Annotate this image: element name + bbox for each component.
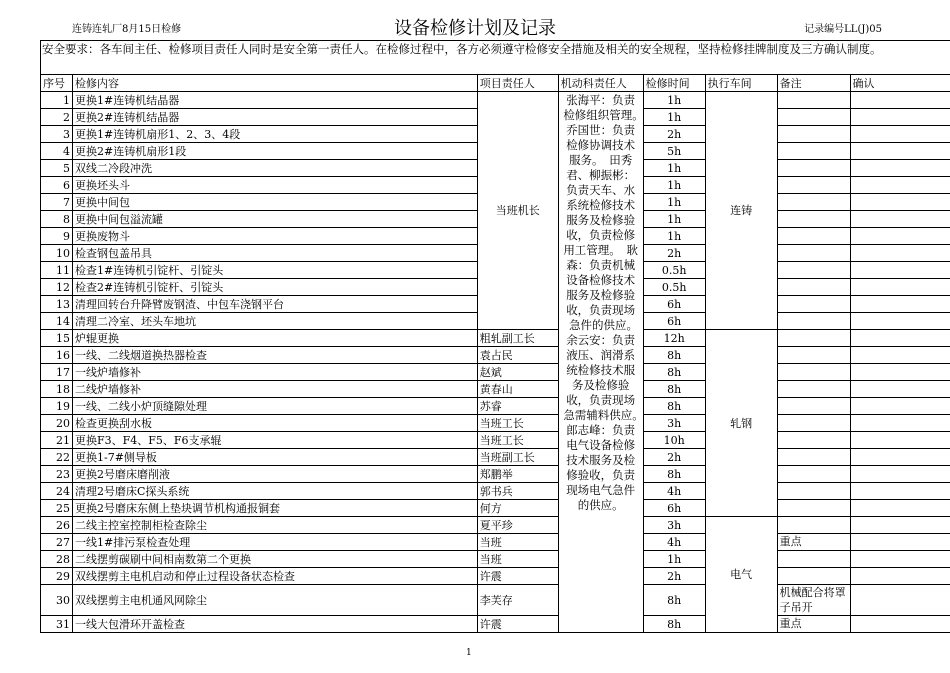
row-confirm	[850, 347, 950, 364]
row-content: 更换F3、F4、F5、F6支承辊	[72, 432, 477, 449]
row-confirm	[850, 449, 950, 466]
workshop-electrical: 电气	[705, 517, 777, 633]
row-content: 一线1#排污泵检查处理	[72, 534, 477, 551]
row-remark	[777, 160, 850, 177]
row-seq: 30	[41, 585, 73, 616]
col-header-owner: 项目责任人	[477, 75, 558, 92]
row-remark	[777, 483, 850, 500]
row-owner: 黄春山	[477, 381, 558, 398]
row-confirm	[850, 92, 950, 109]
row-confirm	[850, 616, 950, 633]
row-time: 8h	[643, 585, 705, 616]
row-seq: 7	[41, 194, 73, 211]
row-confirm	[850, 483, 950, 500]
row-owner: 袁占民	[477, 347, 558, 364]
row-time: 1h	[643, 228, 705, 245]
row-content: 一线炉墙修补	[72, 364, 477, 381]
row-content: 检查更换刮水板	[72, 415, 477, 432]
table-row	[41, 585, 950, 616]
row-confirm	[850, 109, 950, 126]
row-owner: 当班工长	[477, 432, 558, 449]
row-time: 4h	[643, 483, 705, 500]
row-seq: 23	[41, 466, 73, 483]
row-time: 3h	[643, 415, 705, 432]
row-confirm	[850, 279, 950, 296]
row-time: 0.5h	[643, 262, 705, 279]
row-content: 检查1#连铸机引锭杆、引锭头	[72, 262, 477, 279]
row-remark: 重点	[777, 616, 850, 633]
row-confirm	[850, 143, 950, 160]
row-remark	[777, 245, 850, 262]
row-owner: 当班副工长	[477, 449, 558, 466]
row-remark	[777, 211, 850, 228]
row-time: 5h	[643, 143, 705, 160]
record-number: 记录编号LL(J)05	[804, 24, 882, 35]
row-confirm	[850, 313, 950, 330]
row-content: 二线主控室控制柜检查除尘	[72, 517, 477, 534]
col-header-remark: 备注	[777, 75, 850, 92]
row-seq: 25	[41, 500, 73, 517]
row-content: 一线、二线烟道换热器检查	[72, 347, 477, 364]
row-content: 双线摆剪主电机启动和停止过程设备状态检查	[72, 568, 477, 585]
row-owner: 粗轧副工长	[477, 330, 558, 347]
row-owner: 赵斌	[477, 364, 558, 381]
row-confirm	[850, 296, 950, 313]
row-remark	[777, 296, 850, 313]
table-row	[41, 449, 950, 466]
col-header-time: 检修时间	[643, 75, 705, 92]
row-content: 二线摆剪碳刷中间相南数第二个更换	[72, 551, 477, 568]
row-time: 2h	[643, 449, 705, 466]
row-remark	[777, 466, 850, 483]
row-content: 更换废物斗	[72, 228, 477, 245]
row-remark	[777, 126, 850, 143]
row-owner: 当班工长	[477, 415, 558, 432]
row-remark	[777, 398, 850, 415]
row-time: 10h	[643, 432, 705, 449]
row-time: 1h	[643, 160, 705, 177]
row-confirm	[850, 466, 950, 483]
row-remark	[777, 177, 850, 194]
row-time: 6h	[643, 500, 705, 517]
row-confirm	[850, 381, 950, 398]
row-confirm	[850, 415, 950, 432]
row-content: 更换1-7#侧导板	[72, 449, 477, 466]
mech-dept-responsibilities: 张海平：负责检修组织管理。 乔国世：负责检修协调技术服务。 田秀君、柳振彬：负责天车、水系统检修技术服务及检修验收，负责检修用工管理。 耿森：负责机械设备检修技术服务及检修验收，负责现场急件的供应。 余云安：负责液压、润滑系统检修技术服务及检修验收，负责现场急需辅料供应。 郎志峰：负责电气设备检修技术服务及检修验收，负责现场电气急件的供应。	[558, 92, 643, 633]
row-time: 1h	[643, 177, 705, 194]
row-content: 清理二冷室、坯头车地坑	[72, 313, 477, 330]
col-header-mech: 机动科责任人	[558, 75, 643, 92]
row-time: 1h	[643, 92, 705, 109]
row-owner: 郑鹏举	[477, 466, 558, 483]
row-content: 更换2#连铸机扇形1段	[72, 143, 477, 160]
row-remark	[777, 415, 850, 432]
row-time: 1h	[643, 551, 705, 568]
row-seq: 13	[41, 296, 73, 313]
table-row	[41, 517, 950, 534]
workshop-casting: 连铸	[705, 92, 777, 330]
row-content: 更换中间包溢流罐	[72, 211, 477, 228]
table-row	[41, 415, 950, 432]
row-seq: 15	[41, 330, 73, 347]
table-row	[41, 500, 950, 517]
row-seq: 4	[41, 143, 73, 160]
row-seq: 22	[41, 449, 73, 466]
page-number: 1	[466, 648, 472, 658]
col-header-seq: 序号	[41, 75, 73, 92]
row-owner: 当班	[477, 551, 558, 568]
row-time: 2h	[643, 568, 705, 585]
row-seq: 31	[41, 616, 73, 633]
row-seq: 8	[41, 211, 73, 228]
row-remark	[777, 330, 850, 347]
page-header	[0, 0, 950, 40]
row-remark	[777, 568, 850, 585]
row-owner: 夏平珍	[477, 517, 558, 534]
row-confirm	[850, 330, 950, 347]
row-seq: 21	[41, 432, 73, 449]
row-seq: 10	[41, 245, 73, 262]
table-row	[41, 347, 950, 364]
row-time: 8h	[643, 364, 705, 381]
row-time: 1h	[643, 211, 705, 228]
row-owner: 许震	[477, 568, 558, 585]
row-content: 检查钢包盖吊具	[72, 245, 477, 262]
row-owner: 许震	[477, 616, 558, 633]
row-content: 更换中间包	[72, 194, 477, 211]
row-seq: 27	[41, 534, 73, 551]
row-time: 8h	[643, 347, 705, 364]
row-time: 3h	[643, 517, 705, 534]
row-remark	[777, 517, 850, 534]
table-row	[41, 92, 950, 109]
col-header-content: 检修内容	[72, 75, 477, 92]
row-seq: 16	[41, 347, 73, 364]
row-confirm	[850, 500, 950, 517]
col-header-confirm: 确认	[850, 75, 950, 92]
row-confirm	[850, 228, 950, 245]
row-remark	[777, 449, 850, 466]
maintenance-table	[40, 74, 950, 633]
row-time: 12h	[643, 330, 705, 347]
row-remark	[777, 364, 850, 381]
row-seq: 2	[41, 109, 73, 126]
row-content: 清理回转台升降臂废钢渣、中包车浇钢平台	[72, 296, 477, 313]
row-time: 6h	[643, 313, 705, 330]
row-content: 一线、二线小炉顶缝隙处理	[72, 398, 477, 415]
row-content: 清理2号磨床C探头系统	[72, 483, 477, 500]
row-remark	[777, 109, 850, 126]
header-plant-date: 连铸连轧厂8月15日检修	[72, 24, 182, 35]
row-time: 8h	[643, 381, 705, 398]
row-time: 8h	[643, 616, 705, 633]
row-remark: 重点	[777, 534, 850, 551]
workshop-rolling: 轧钢	[705, 330, 777, 517]
row-time: 1h	[643, 109, 705, 126]
table-row	[41, 483, 950, 500]
row-remark	[777, 143, 850, 160]
table-row	[41, 364, 950, 381]
row-content: 更换2号磨床磨削液	[72, 466, 477, 483]
row-confirm	[850, 364, 950, 381]
row-content: 检查2#连铸机引锭杆、引锭头	[72, 279, 477, 296]
row-confirm	[850, 126, 950, 143]
row-confirm	[850, 534, 950, 551]
row-owner: 何方	[477, 500, 558, 517]
row-remark: 机械配合将罩子吊开	[777, 585, 850, 616]
row-seq: 5	[41, 160, 73, 177]
row-remark	[777, 313, 850, 330]
row-content: 更换1#连铸机扇形1、2、3、4段	[72, 126, 477, 143]
row-seq: 1	[41, 92, 73, 109]
row-time: 4h	[643, 534, 705, 551]
table-row	[41, 398, 950, 415]
row-remark	[777, 432, 850, 449]
row-confirm	[850, 194, 950, 211]
table-row	[41, 568, 950, 585]
table-row	[41, 466, 950, 483]
row-confirm	[850, 262, 950, 279]
row-confirm	[850, 585, 950, 616]
row-time: 0.5h	[643, 279, 705, 296]
row-content: 二线炉墙修补	[72, 381, 477, 398]
row-content: 更换坯头斗	[72, 177, 477, 194]
row-confirm	[850, 398, 950, 415]
row-content: 更换2#连铸机结晶器	[72, 109, 477, 126]
row-confirm	[850, 551, 950, 568]
row-seq: 24	[41, 483, 73, 500]
row-seq: 18	[41, 381, 73, 398]
table-header-row	[41, 75, 950, 92]
row-seq: 19	[41, 398, 73, 415]
row-seq: 17	[41, 364, 73, 381]
row-remark	[777, 92, 850, 109]
owner-cast-shift-leader: 当班机长	[477, 92, 558, 330]
row-confirm	[850, 177, 950, 194]
row-remark	[777, 381, 850, 398]
page-title: 设备检修计划及记录	[394, 18, 556, 39]
safety-requirements: 安全要求：各车间主任、检修项目责任人同时是安全第一责任人。在检修过程中，各方必须遵守检修安全措施及相关的安全规程，坚持检修挂牌制度及三方确认制度。	[40, 40, 950, 74]
row-time: 1h	[643, 194, 705, 211]
row-seq: 6	[41, 177, 73, 194]
table-row	[41, 432, 950, 449]
row-seq: 14	[41, 313, 73, 330]
row-remark	[777, 551, 850, 568]
row-seq: 26	[41, 517, 73, 534]
row-time: 6h	[643, 296, 705, 313]
row-time: 8h	[643, 466, 705, 483]
row-owner: 当班	[477, 534, 558, 551]
row-content: 双线二冷段冲洗	[72, 160, 477, 177]
row-seq: 11	[41, 262, 73, 279]
row-content: 炉辊更换	[72, 330, 477, 347]
row-seq: 3	[41, 126, 73, 143]
row-content: 更换1#连铸机结晶器	[72, 92, 477, 109]
row-seq: 29	[41, 568, 73, 585]
table-row	[41, 381, 950, 398]
row-remark	[777, 347, 850, 364]
row-content: 双线摆剪主电机通风网除尘	[72, 585, 477, 616]
row-owner: 苏睿	[477, 398, 558, 415]
table-row	[41, 551, 950, 568]
row-seq: 20	[41, 415, 73, 432]
row-time: 2h	[643, 245, 705, 262]
row-remark	[777, 279, 850, 296]
row-confirm	[850, 211, 950, 228]
row-confirm	[850, 160, 950, 177]
row-remark	[777, 262, 850, 279]
row-time: 2h	[643, 126, 705, 143]
row-confirm	[850, 245, 950, 262]
table-row	[41, 534, 950, 551]
row-confirm	[850, 517, 950, 534]
row-remark	[777, 228, 850, 245]
row-content: 一线大包滑环开盖检查	[72, 616, 477, 633]
row-time: 8h	[643, 398, 705, 415]
row-remark	[777, 500, 850, 517]
row-owner: 郭书兵	[477, 483, 558, 500]
row-confirm	[850, 432, 950, 449]
table-row	[41, 330, 950, 347]
row-seq: 9	[41, 228, 73, 245]
table-row	[41, 616, 950, 633]
row-owner: 李芙存	[477, 585, 558, 616]
row-confirm	[850, 568, 950, 585]
row-remark	[777, 194, 850, 211]
col-header-workshop: 执行车间	[705, 75, 777, 92]
row-seq: 28	[41, 551, 73, 568]
row-seq: 12	[41, 279, 73, 296]
row-content: 更换2号磨床东侧上垫块调节机构通报铜套	[72, 500, 477, 517]
